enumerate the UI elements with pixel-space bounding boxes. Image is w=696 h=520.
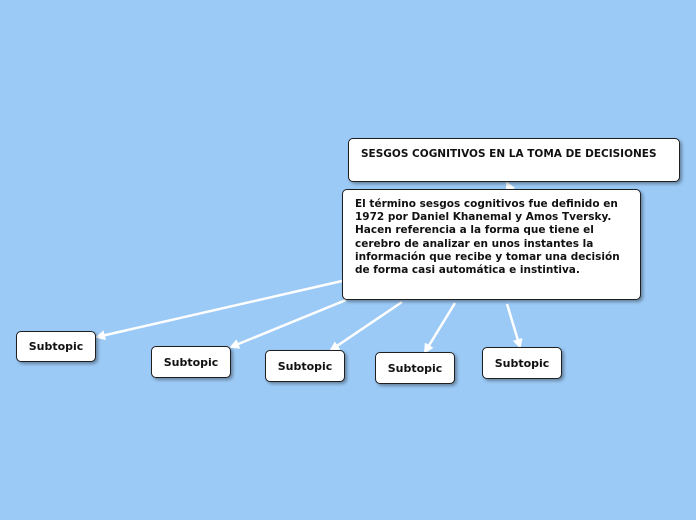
subtopic-label: Subtopic bbox=[494, 356, 550, 370]
subtopic-label: Subtopic bbox=[277, 359, 333, 373]
subtopic-node-1[interactable] bbox=[16, 331, 96, 362]
connector-subtopic-3 bbox=[331, 302, 402, 350]
subtopic-node-5[interactable] bbox=[482, 347, 562, 379]
description-node[interactable] bbox=[342, 189, 641, 300]
subtopic-label: Subtopic bbox=[163, 355, 219, 369]
subtopic-label: Subtopic bbox=[387, 361, 443, 375]
connector-subtopic-5 bbox=[507, 304, 520, 347]
subtopic-node-4[interactable] bbox=[375, 352, 455, 384]
central-topic-node[interactable] bbox=[348, 138, 680, 182]
connector-subtopic-1 bbox=[97, 281, 342, 337]
connector-subtopic-4 bbox=[425, 303, 455, 352]
subtopic-node-3[interactable] bbox=[265, 350, 345, 382]
central-topic-text: SESGOS COGNITIVOS EN LA TOMA DE DECISIONES bbox=[361, 148, 657, 160]
subtopic-label: Subtopic bbox=[28, 340, 84, 353]
connector-subtopic-2 bbox=[231, 300, 346, 347]
description-text: El término sesgos cognitivos fue definido en 1972 por Daniel Khanemal y Amos Tversky. Hacen referencia a la forma que tiene el cerebro de analizar en unos instantes la información que recibe y tomar una decisión de forma casi automática e instintiva. bbox=[355, 198, 620, 277]
subtopic-node-2[interactable] bbox=[151, 346, 231, 378]
